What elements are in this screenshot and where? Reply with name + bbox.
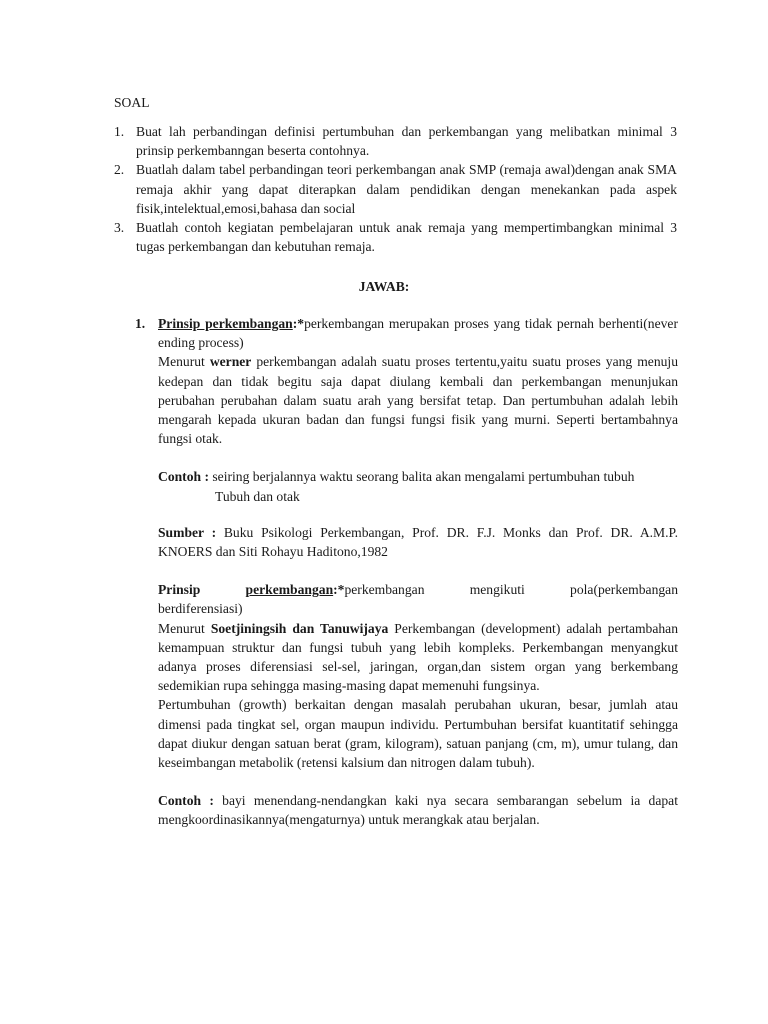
soetjiningsih-text: Perkembangan (development) adalah pertambahan kemampuan struktur dan fungsi tubuh yang lebih kompleks. Perkembangan menyangkut adanya proses diferensiasi sel-sel, jaringan, organ,dan sistem organ yang berkembang sedemikian rupa sehingga masing-masing dapat memenuhi fungsinya. [158, 620, 679, 694]
sumber-paragraph [158, 523, 678, 561]
pertumbuhan-paragraph: Pertumbuhan (growth) berkaitan dengan masalah perubahan ukuran, besar, jumlah atau dimensi pada tingkat sel, organ maupun individu. Pertumbuhan bersifat kuantitatif sehingga dapat diukur dengan satuan berat (gram, kilogram), satuan panjang (cm, m), umur tulang, dan keseimbangan metabolik (retensi kalsium dan nitrogen dalam tubuh). [158, 697, 678, 771]
author-name: werner [209, 354, 252, 370]
question-number: 2. [114, 162, 125, 178]
sumber-text: Buku Psikologi Perkembangan, Prof. DR. F.J. Monks dan Prof. DR. A.M.P. KNOERS dan Siti Rohayu Haditono,1982 [158, 524, 678, 560]
principle-2-label: Prinsip [158, 582, 201, 598]
jawab-heading: JAWAB: [358, 279, 410, 294]
answer-section [135, 314, 678, 830]
werner-paragraph [158, 352, 678, 448]
principle-2-colon: :* [333, 582, 345, 598]
principle-label: Prinsip perkembangan [158, 316, 293, 331]
contoh-label: Contoh : [158, 469, 209, 485]
question-number: 1. [114, 124, 125, 139]
spacer [158, 506, 678, 523]
contoh-2-paragraph [158, 791, 678, 829]
principle-2-label-2: perkembangan [245, 582, 334, 598]
principle-2-word: mengikuti [469, 582, 525, 598]
contoh-text: seiring berjalannya waktu seorang balita akan mengalami pertumbuhan tubuh [208, 469, 635, 485]
question-text: Buatlah dalam tabel perbandingan teori perkembangan anak SMP (remaja awal)dengan anak SMA remaja akhir yang dapat diterapkan dalam pendidikan dengan menekankan pada aspek fisik,intelektual,emosi,bahasa dan social [136, 162, 677, 216]
soal-heading: SOAL [114, 95, 150, 110]
sumber-label: Sumber : [158, 524, 217, 540]
menurut-text: Menurut [158, 620, 211, 636]
spacer [158, 448, 678, 467]
soetjiningsih-paragraph [158, 619, 678, 696]
answer-number: 1. [135, 316, 146, 331]
author-name: Soetjiningsih dan Tanuwijaya [210, 620, 389, 636]
question-list [114, 122, 677, 256]
menurut-text: Menurut [158, 354, 210, 370]
question-text: Buat lah perbandingan definisi pertumbuhan dan perkembangan yang melibatkan minimal 3 prinsip perkembanngan beserta contohnya. [136, 124, 677, 159]
question-item [114, 218, 677, 256]
question-text: Buatlah contoh kegiatan pembelajaran untuk anak remaja yang mempertimbangkan minimal 3 tugas perkembangan dan kebutuhan remaja. [136, 220, 677, 255]
principle-2-cont: berdiferensiasi) [158, 601, 243, 617]
question-item [114, 160, 677, 218]
principle-2-word: pola(perkembangan [570, 582, 678, 598]
principle-text: perkembangan merupakan proses yang tidak pernah berhenti(never ending process) [158, 316, 678, 351]
werner-text: perkembangan adalah suatu proses tertentu,yaitu suatu proses yang menuju kedepan dan tidak begitu saja dapat diulang kembali dan perkembangan menunjukan perubahan perubahan dalam suatu arah yang bersifat tetap. Dan pertumbuhan adalah lebih mengarah kepada ukuran badan dan fungsi fungsi fisik yang murni. Seperti bertambahnya fungsi otak. [158, 354, 678, 447]
spacer [158, 561, 678, 580]
contoh-label: Contoh : [158, 793, 214, 809]
principle-2-word: perkembangan [344, 582, 425, 598]
principle-1-paragraph [158, 314, 678, 352]
answer-body [158, 314, 678, 830]
question-number: 3. [114, 220, 125, 236]
spacer [158, 772, 678, 791]
contoh-text: bayi menendang-nendangkan kaki nya secara sembarangan sebelum ia dapat mengkoordinasikannya(mengaturnya) untuk merangkak atau berjalan. [158, 793, 678, 828]
question-item [114, 122, 677, 160]
principle-2-line [158, 580, 678, 599]
contoh-1-sub: Tubuh dan otak [215, 488, 300, 504]
principle-colon: :* [292, 316, 305, 331]
contoh-1-paragraph [158, 467, 678, 486]
